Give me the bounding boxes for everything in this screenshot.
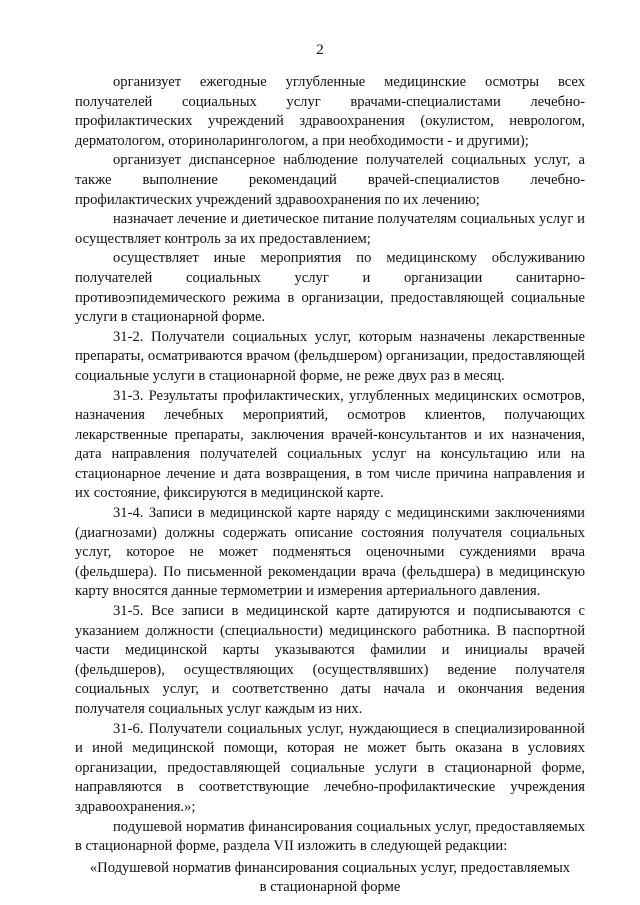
paragraph-treatment-diet: назначает лечение и диетическое питание получателям социальных услуг и осуществляет контроль за их предоставлением; — [75, 211, 585, 247]
section-heading-line1: «Подушевой норматив финансирования социальных услуг, предоставляемых — [89, 859, 571, 876]
paragraph-other-measures: осуществляет иные мероприятия по медицинскому обслуживанию получателей социальных услуг и организации санитарно-противоэпидемического режима в организации, предоставляющей социальные услуги в стационарной форме. — [75, 250, 585, 326]
page-number: 2 — [316, 42, 324, 58]
paragraph-31-5: 31-5. Все записи в медицинской карте датируются и подписываются с указанием должности (специальности) медицинского работника. В паспортной части медицинской карты указываются фамилии и инициалы врачей (фельдшеров), осуществляющих (осуществлявших) ведение получателя социальных услуг, и соответственно даты начала и окончания ведения получателя социальных услуг каждым из них. — [75, 603, 585, 717]
section-heading-line2: в стационарной форме — [259, 879, 401, 896]
paragraph-annual-exams: организует ежегодные углубленные медицинские осмотры всех получателей социальных услуг врачами-специалистами лечебно-профилактических учреждений здравоохранения (окулистом, неврологом, дерматологом, оториноларингологом, а при необходимости - и другими); — [75, 74, 585, 149]
paragraph-31-4: 31-4. Записи в медицинской карте наряду с медицинскими заключениями (диагнозами) должны содержать описание состояния получателя социальных услуг, которое не может подменяться оценочными суждениями врача (фельдшера). По письменной рекомендации врача (фельдшера) в медицинскую карту вносятся данные термометрии и измерения артериального давления. — [75, 505, 585, 600]
document-body — [75, 73, 585, 898]
paragraph-31-6: 31-6. Получатели социальных услуг, нуждающиеся в специализированной и иной медицинской помощи, которая не может быть оказана в условиях организации, предоставляющей социальные услуги в стационарной форме, направляются в соответствующие лечебно-профилактические учреждения здравоохранения.»; — [75, 720, 585, 815]
paragraph-dispensary-observation: организует диспансерное наблюдение получателей социальных услуг, а также выполнение рекомендаций врачей-специалистов лечебно-профилактических учреждений здравоохранения по их лечению; — [75, 152, 585, 208]
paragraph-31-3: 31-3. Результаты профилактических, углубленных медицинских осмотров, назначения лечебных мероприятий, осмотров клиентов, получающих лекарственные препараты, заключения врачей-консультантов и их назначения, дата направления получателей социальных услуг на консультацию или на стационарное лечение и дата возвращения, в том числе причина направления и их состояние, фиксируются в медицинской карте. — [75, 387, 585, 502]
section-heading — [75, 859, 585, 898]
paragraph-per-capita-normative: подушевой норматив финансирования социальных услуг, предоставляемых в стационарной форме, раздела VII изложить в следующей редакции: — [75, 818, 585, 855]
paragraph-31-2: 31-2. Получатели социальных услуг, которым назначены лекарственные препараты, осматриваются врачом (фельдшером) организации, предоставляющей социальные услуги в стационарной форме, не реже двух раз в месяц. — [75, 328, 585, 384]
